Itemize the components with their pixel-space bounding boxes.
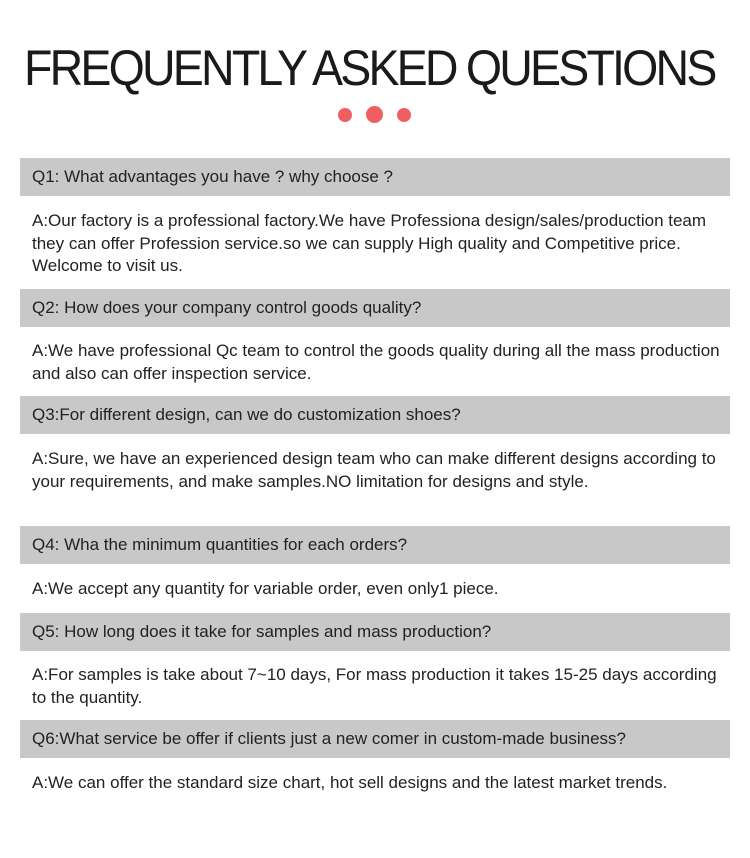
faq-answer-2: A:We have professional Qc team to control the goods quality during all the mass production and also can offer inspection service. xyxy=(32,341,720,383)
faq-answer-6: A:We can offer the standard size chart, hot sell designs and the latest market trends. xyxy=(32,773,668,792)
faq-question-2: Q2: How does your company control goods quality? xyxy=(20,289,730,327)
dot-icon xyxy=(397,108,411,122)
faq-question-1: Q1: What advantages you have ? why choose ? xyxy=(20,158,730,196)
faq-answer-1: A:Our factory is a professional factory.We have Professiona design/sales/production team they can offer Profession service.so we can supply High quality and Competitive price. Welcome to visit us. xyxy=(32,211,707,275)
decorative-dots xyxy=(337,106,417,122)
dot-icon xyxy=(366,106,383,123)
faq-question-3: Q3:For different design, can we do customization shoes? xyxy=(20,396,730,434)
faq-answer-5: A:For samples is take about 7~10 days, For mass production it takes 15-25 days according to the quantity. xyxy=(32,665,717,707)
faq-answer-3: A:Sure, we have an experienced design team who can make different designs according to your requirements, and make samples.NO limitation for designs and style. xyxy=(32,449,716,491)
faq-question-4: Q4: Wha the minimum quantities for each orders? xyxy=(20,526,730,564)
faq-question-6: Q6:What service be offer if clients just a new comer in custom-made business? xyxy=(20,720,730,758)
faq-answer-4: A:We accept any quantity for variable order, even only1 piece. xyxy=(32,579,499,598)
dot-icon xyxy=(338,108,352,122)
page-title: FREQUENTLY ASKED QUESTIONS xyxy=(24,40,715,96)
faq-question-5: Q5: How long does it take for samples and mass production? xyxy=(20,613,730,651)
